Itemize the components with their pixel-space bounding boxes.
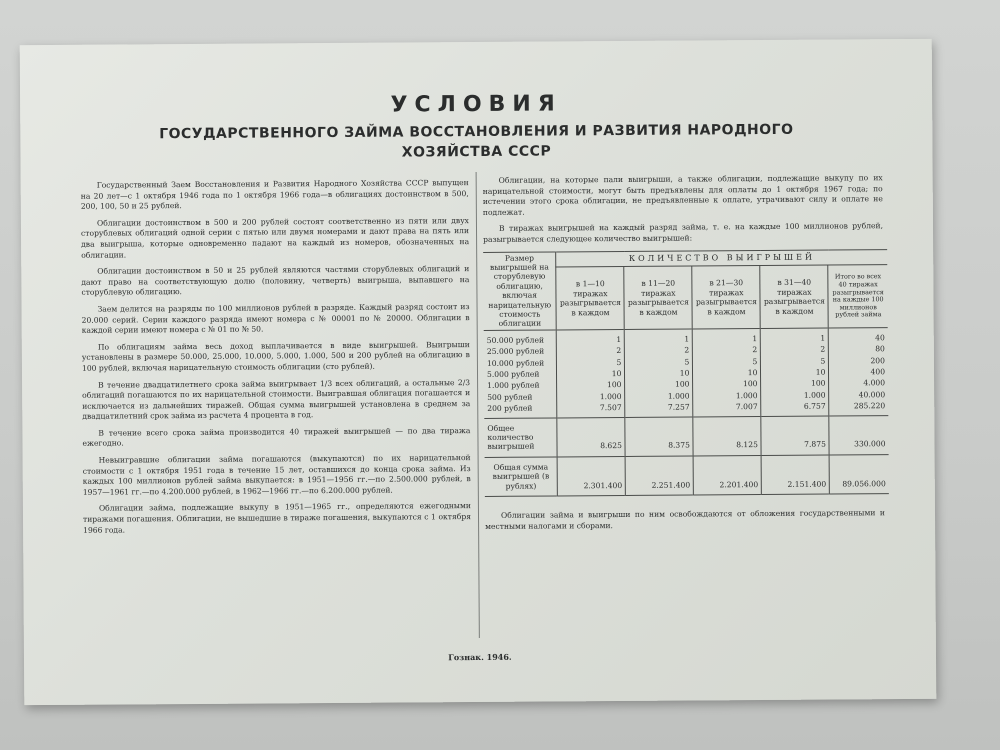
cell: 5 bbox=[557, 357, 625, 369]
cell: 2 bbox=[693, 344, 761, 356]
document-title: УСЛОВИЯ bbox=[390, 91, 562, 118]
row-label: 500 рублей bbox=[487, 392, 533, 402]
cell: 1.000 bbox=[557, 391, 625, 403]
right-column bbox=[483, 173, 886, 538]
row-label: 1.000 рублей bbox=[487, 381, 540, 391]
column-divider bbox=[476, 172, 480, 638]
cell: 1 bbox=[761, 328, 829, 344]
cell: 1.000 bbox=[761, 389, 829, 401]
left-paragraph: В течение всего срока займа производится 40 тиражей выигрышей — по два тиража ежегодно. bbox=[82, 425, 471, 449]
left-paragraph: По облигациям займа весь доход выплачивается в виде выигрышей. Выигрыши установлены в размере 50.000, 25.000, 10.000, 5.000, 1.000, 500 и 200 рублей на облигацию в 100 рублей, включая нарицательную стоимость облигации (сто рублей). bbox=[81, 339, 470, 373]
total-sum-label: Общая сумма выигрышей (в рублях) bbox=[485, 457, 558, 497]
cell: 100 bbox=[761, 378, 829, 390]
cell: 1.000 bbox=[625, 390, 693, 402]
row-label: 25.000 рублей bbox=[486, 346, 545, 357]
total-count-label: Общее количество выигрышей bbox=[484, 418, 557, 458]
cell: 10 bbox=[625, 368, 693, 380]
payment-terms: Облигации, на которые пали выигрыши, а также облигации, подлежащие выкупу по их нарицательной стоимости, могут быть предъявлены для оплаты до 1 октября 1967 года; по истечении этого срока облигации, не предъявленные к оплате, утрачивают силу и оплате не подлежат. bbox=[482, 173, 883, 217]
left-column bbox=[81, 178, 472, 542]
col-header-4: в 31—40 тиражах разыгрывается в каждом bbox=[760, 266, 828, 329]
cell: 2.201.400 bbox=[693, 455, 761, 495]
cell: 8.125 bbox=[693, 416, 761, 456]
cell: 40.000 bbox=[829, 389, 888, 401]
cell: 200 bbox=[829, 355, 888, 367]
left-paragraph: Государственный Заем Восстановления и Развития Народного Хозяйства СССР выпущен на 20 лет—с 1 октября 1946 года по 1 октября 1966 года—в облигациях достоинством в 500, 200, 100, 50 и 25 рублей. bbox=[80, 178, 469, 211]
table-intro: В тиражах выигрышей на каждый разряд займа, т. е. на каждые 100 миллионов рублей, разыгрывается следующее количество выигрышей: bbox=[483, 221, 884, 244]
cell: 2 bbox=[761, 344, 829, 356]
col-header-3: в 21—30 тиражах разыгрывается в каждом bbox=[692, 266, 760, 329]
col-header-1: в 1—10 тиражах разыгрывается в каждом bbox=[556, 267, 624, 330]
cell: 5 bbox=[693, 356, 761, 368]
cell: 4.000 bbox=[829, 378, 888, 390]
count-header: КОЛИЧЕСТВО ВЫИГРЫШЕЙ bbox=[556, 249, 887, 267]
cell: 7.507 bbox=[557, 402, 625, 417]
cell: 1.000 bbox=[693, 390, 761, 402]
cell: 5 bbox=[761, 355, 829, 367]
cell: 40 bbox=[829, 327, 888, 343]
cell: 100 bbox=[693, 378, 761, 390]
cell: 1 bbox=[625, 329, 693, 345]
cell: 2.151.400 bbox=[761, 455, 829, 495]
tax-exemption-note: Облигации займа и выигрыши по ним освобождаются от обложения государственными и местными налогами и сборами. bbox=[485, 508, 886, 531]
cell: 10 bbox=[761, 367, 829, 379]
left-paragraph: Облигации займа, подлежащие выкупу в 1951—1965 гг., определяются ежегодными тиражами погашения. Облигации, не вышедшие в тираже погашения, выкупаются с 1 октября 1966 года. bbox=[82, 501, 472, 535]
cell: 8.375 bbox=[625, 417, 693, 457]
cell: 80 bbox=[829, 343, 888, 355]
cell: 2.251.400 bbox=[625, 456, 693, 496]
total-sum-row bbox=[485, 455, 889, 497]
total-count-row bbox=[484, 415, 888, 457]
cell: 2 bbox=[625, 345, 693, 357]
printer-imprint: Гознак. 1946. bbox=[448, 651, 512, 663]
subtitle-line-2: ХОЗЯЙСТВА СССР bbox=[401, 143, 552, 161]
left-paragraph: Облигации достоинством в 500 и 200 рублей состоят соответственно из пяти или двух сторублевых облигаций одной серии с пятью или двумя номерами и дают права на пять или два выигрыша, которые одновременно падают на каждый из номеров, обозначенных на облигации. bbox=[80, 215, 470, 260]
left-paragraph: В течение двадцатилетнего срока займа выигрывает 1/3 всех облигаций, а остальные 2/3 облигаций погашаются по их нарицательной стоимости. Выигравшая облигация погашается и исключается из дальнейших тиражей. Общая сумма выигрышей установлена в среднем за двадцатилетний срок займа из расчета 4 процента в год. bbox=[82, 377, 471, 422]
cell: 10 bbox=[693, 367, 761, 379]
cell: 6.757 bbox=[761, 401, 829, 416]
cell: 100 bbox=[557, 379, 625, 391]
document-subtitle bbox=[20, 119, 932, 165]
subtitle-line-1: ГОСУДАРСТВЕННОГО ЗАЙМА ВОССТАНОВЛЕНИЯ И РАЗВИТИЯ НАРОДНОГО bbox=[159, 121, 794, 143]
row-label: 5.000 рублей bbox=[486, 369, 540, 379]
cell: 330.000 bbox=[829, 415, 888, 455]
left-paragraph: Невыигравшие облигации займа погашаются (выкупаются) по их нарицательной стоимости с 1 октября 1951 года в течение 15 лет, оставшихся до конца срока займа. Из каждых 100 миллионов рублей займа выкупается: в 1951—1956 гг.—по 2.500.000 рублей, в 1957—1961 гг.—по 4.200.000 рублей, в 1962—1966 гг.—по 6.200.000 рублей. bbox=[82, 453, 471, 497]
cell: 2.301.400 bbox=[558, 456, 626, 496]
cell: 7.257 bbox=[625, 402, 693, 417]
cell: 5 bbox=[625, 356, 693, 368]
cell: 7.007 bbox=[693, 401, 761, 416]
cell: 2 bbox=[557, 345, 625, 357]
cell: 1 bbox=[557, 329, 625, 345]
cell: 10 bbox=[557, 368, 625, 380]
col-header-total: Итого во всех 40 тиражах разыгрывается на каждые 100 миллионов рублей займа bbox=[828, 265, 888, 328]
cell: 285.220 bbox=[829, 400, 888, 415]
winnings-table bbox=[483, 249, 889, 497]
cell: 7.875 bbox=[761, 416, 829, 456]
left-paragraph: Облигации достоинством в 50 и 25 рублей являются частями сторублевых облигаций и дают право на соответствующую долю (половину, четверть) выигрыша, выпавшего на сторублевую облигацию. bbox=[81, 264, 470, 298]
bond-sheet bbox=[20, 39, 937, 705]
size-header: Размер выигрышей на сторублевую облигацию, включая нарицательную стоимость облигации bbox=[488, 253, 552, 329]
cell: 100 bbox=[625, 379, 693, 391]
left-paragraph: Заем делится на разряды по 100 миллионов рублей в разряде. Каждый разряд состоит из 20.000 серий. Серии каждого разряда имеют номера с № 00001 по № 20000. Облигации в каждой серии имеют номера с № 01 по № 50. bbox=[81, 301, 470, 335]
col-header-2: в 11—20 тиражах разыгрывается в каждом bbox=[624, 266, 692, 329]
row-label: 50.000 рублей bbox=[486, 335, 545, 345]
cell: 1 bbox=[693, 328, 761, 344]
cell: 8.625 bbox=[557, 417, 625, 457]
row-label: 200 рублей bbox=[487, 403, 533, 414]
cell: 400 bbox=[829, 366, 888, 378]
cell: 89.056.000 bbox=[829, 455, 888, 495]
row-label: 10.000 рублей bbox=[486, 358, 545, 368]
